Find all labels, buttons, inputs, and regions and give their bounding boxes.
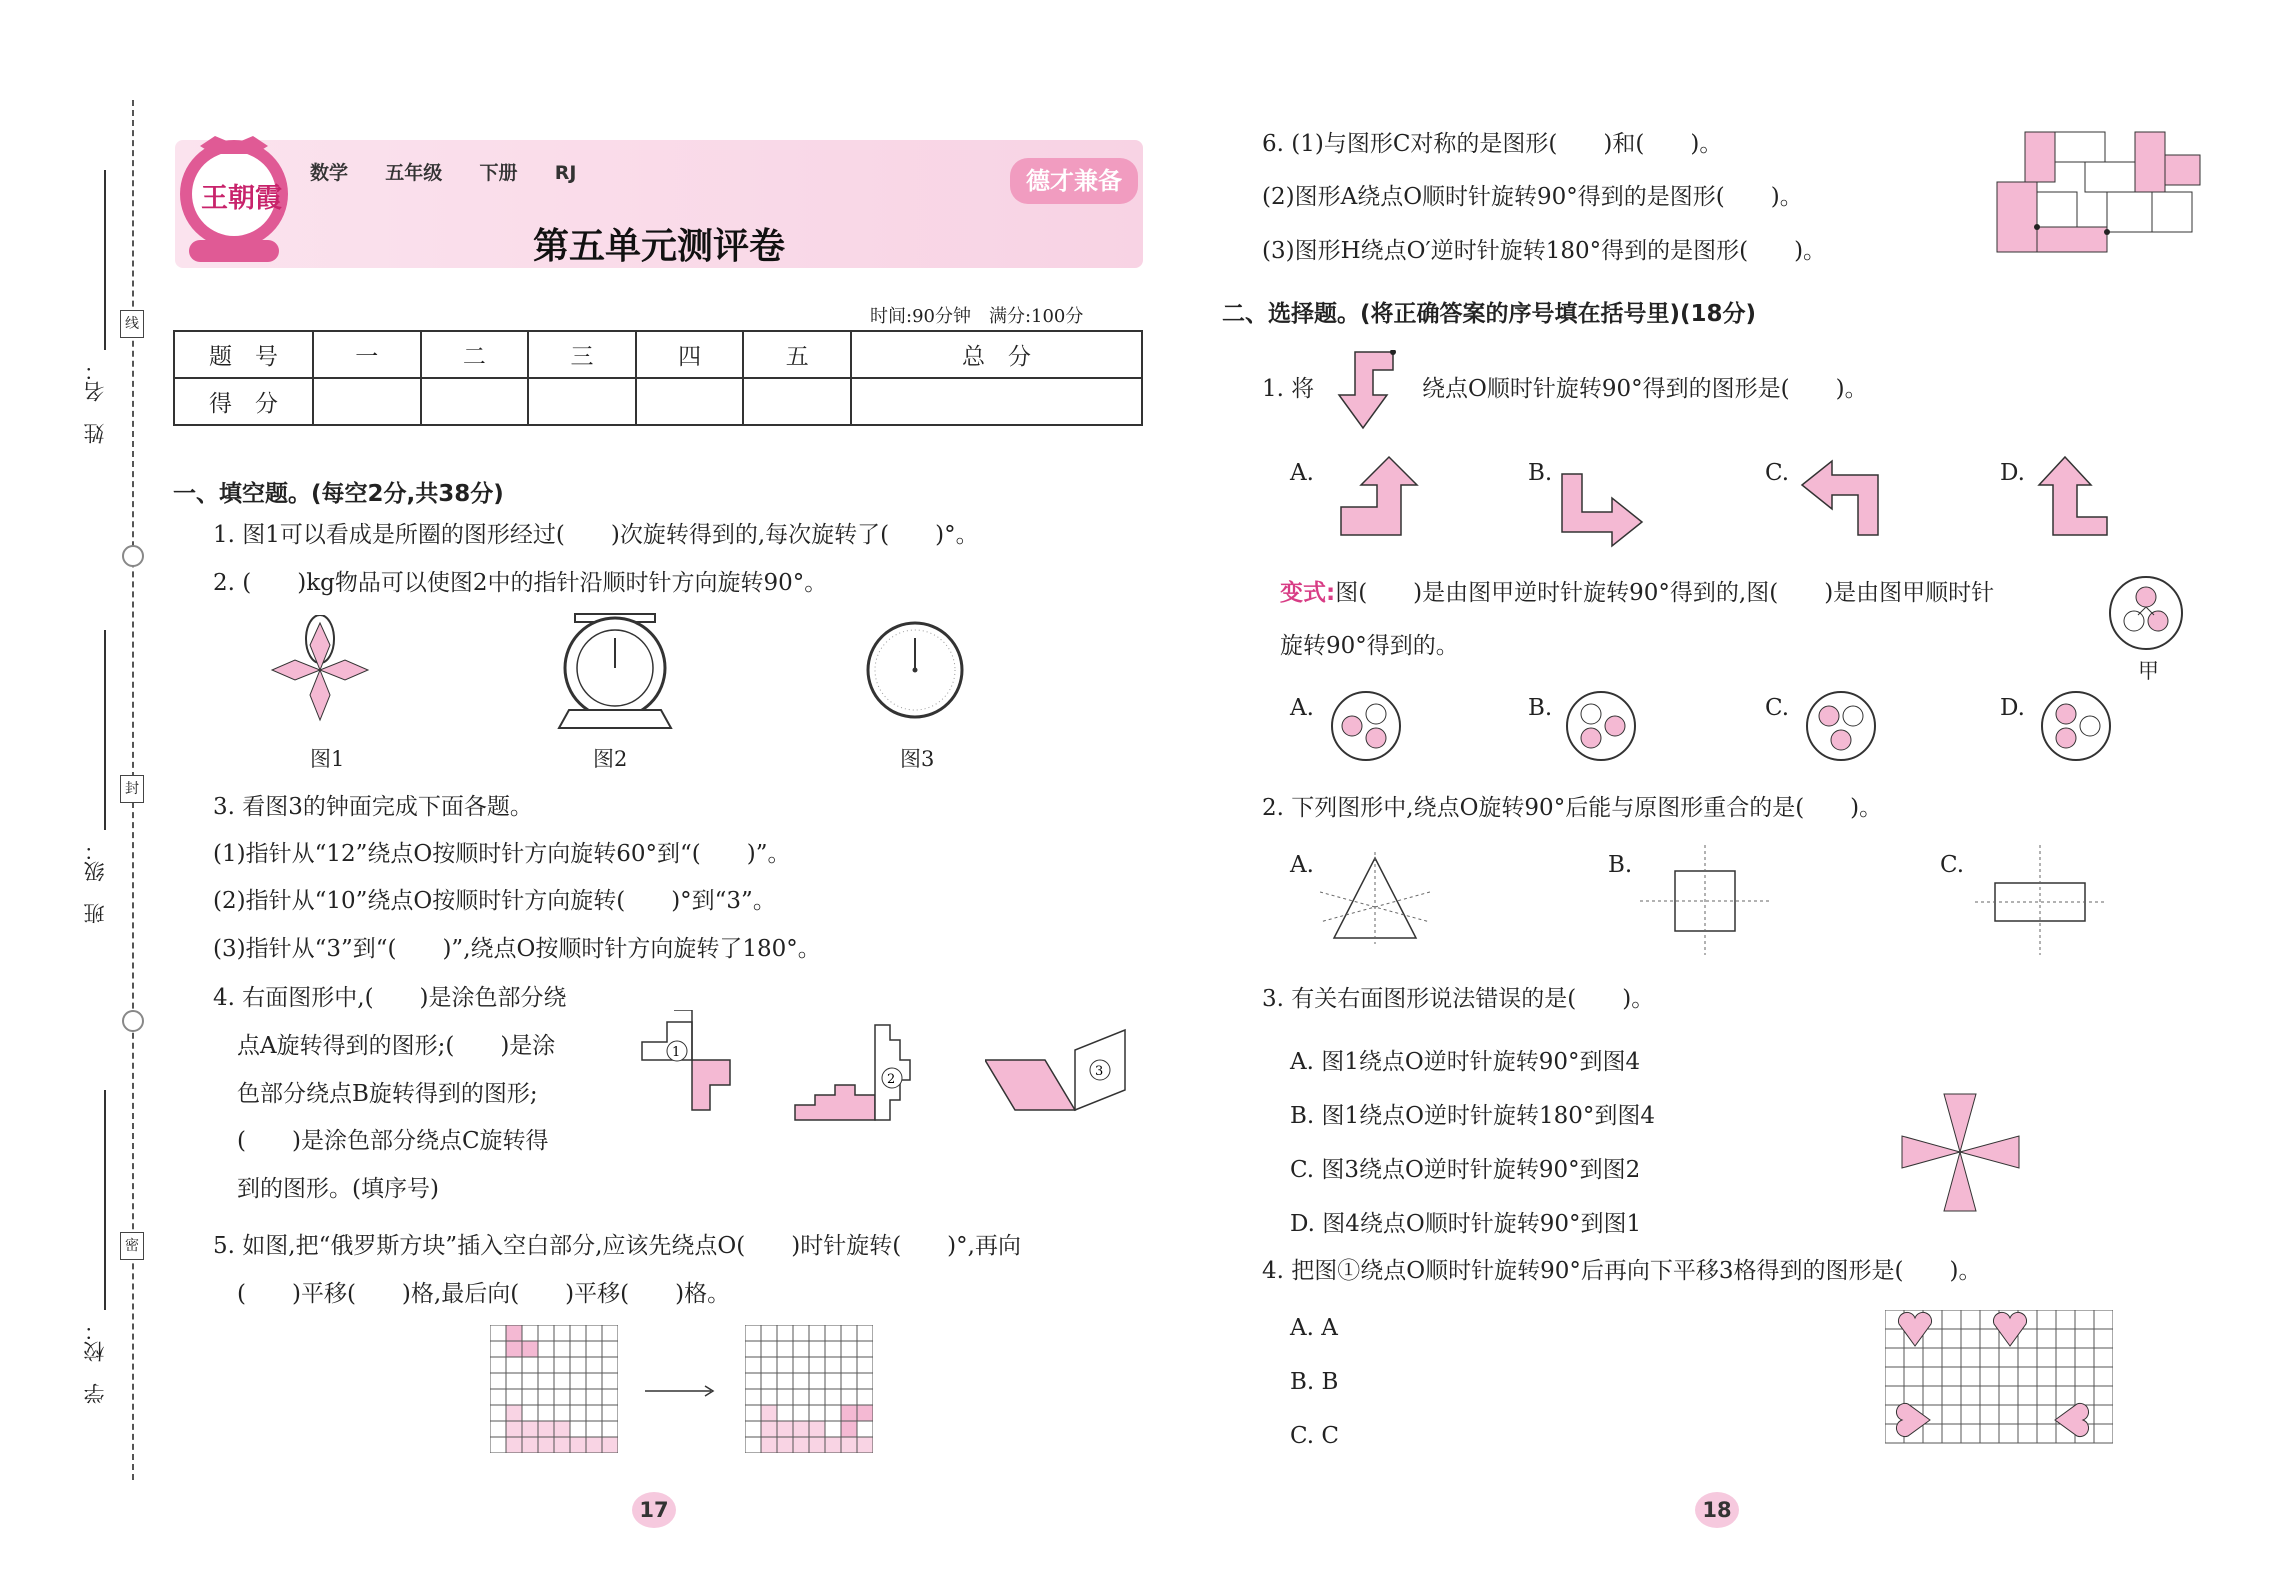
s2q2-option-c[interactable]: C. bbox=[1940, 852, 1965, 878]
binding-hole-icon bbox=[122, 1010, 144, 1032]
page-number-right: 18 bbox=[1695, 1492, 1739, 1528]
variant-line-2: 旋转90°得到的。 bbox=[1280, 633, 1459, 659]
score-cell[interactable] bbox=[313, 378, 421, 425]
brand-logo: 王朝霞 bbox=[175, 128, 293, 268]
s2-question-3: 3. 有关右面图形说法错误的是( )。 bbox=[1262, 986, 1655, 1012]
question-6-part-3: (3)图形H绕点O′逆时针旋转180°得到的是图形( )。 bbox=[1262, 238, 1827, 264]
class-underline[interactable] bbox=[104, 630, 106, 830]
seal-mark-feng: 封 bbox=[120, 775, 144, 803]
s2q1-option-a-shape bbox=[1335, 455, 1420, 540]
motto-badge: 德才兼备 bbox=[1010, 158, 1138, 204]
s2q2-option-b-square bbox=[1640, 845, 1770, 955]
variant-option-a-shape bbox=[1330, 690, 1402, 762]
score-header: 二 bbox=[421, 331, 529, 378]
svg-text:2: 2 bbox=[887, 1072, 896, 1087]
s2q1-option-c-shape bbox=[1800, 455, 1885, 540]
name-underline[interactable] bbox=[104, 170, 106, 350]
question-5-grid-after bbox=[745, 1325, 873, 1453]
s2q3-option-a[interactable]: A. 图1绕点O逆时针旋转90°到图4 bbox=[1290, 1049, 1641, 1075]
score-cell[interactable] bbox=[743, 378, 851, 425]
school-underline[interactable] bbox=[104, 1090, 106, 1310]
figure-3-clock bbox=[865, 620, 965, 720]
question-2: 2. ( )kg物品可以使图2中的指针沿顺时针方向旋转90°。 bbox=[213, 570, 828, 596]
figure-1-caption: 图1 bbox=[310, 747, 345, 771]
variant-option-b-shape bbox=[1565, 690, 1637, 762]
question-4-line: 色部分绕点B旋转得到的图形; bbox=[237, 1081, 538, 1107]
variant-line-1: 变式:图( )是由图甲逆时针旋转90°得到的,图( )是由图甲顺时针 bbox=[1280, 580, 1995, 606]
s2-question-2: 2. 下列图形中,绕点O旋转90°后能与原图形重合的是( )。 bbox=[1262, 795, 1883, 821]
score-cell[interactable] bbox=[421, 378, 529, 425]
name-label: 姓 名： bbox=[83, 360, 107, 444]
figure-3-caption: 图3 bbox=[900, 747, 935, 771]
s2q4-option-a[interactable]: A. A bbox=[1290, 1315, 1338, 1341]
class-label: 班 级： bbox=[83, 840, 107, 924]
s2q2-option-a[interactable]: A. bbox=[1290, 852, 1314, 878]
variant-option-b[interactable]: B. bbox=[1528, 695, 1553, 721]
figure-jia bbox=[2108, 575, 2184, 651]
seal-mark-mi: 密 bbox=[120, 1232, 144, 1260]
question-4-figure-2 bbox=[790, 1010, 930, 1130]
variant-option-a[interactable]: A. bbox=[1290, 695, 1314, 721]
variant-option-d-shape bbox=[2040, 690, 2112, 762]
question-3: 3. 看图3的钟面完成下面各题。 bbox=[213, 794, 533, 820]
s2-question-1-prefix: 1. 将 bbox=[1262, 376, 1315, 402]
s2q4-option-c[interactable]: C. C bbox=[1290, 1423, 1339, 1449]
variant-option-c[interactable]: C. bbox=[1765, 695, 1790, 721]
question-4-line: 到的图形。(填序号) bbox=[237, 1176, 439, 1202]
score-header: 五 bbox=[743, 331, 851, 378]
s2q3-option-d[interactable]: D. 图4绕点O顺时针旋转90°到图1 bbox=[1290, 1211, 1642, 1237]
figure-jia-label: 甲 bbox=[2138, 659, 2159, 683]
svg-text:3: 3 bbox=[1095, 1064, 1104, 1079]
score-header: 四 bbox=[636, 331, 744, 378]
page-number-left: 17 bbox=[632, 1492, 676, 1528]
question-5-grid-before bbox=[490, 1325, 618, 1453]
s2q2-option-a-triangle bbox=[1320, 852, 1430, 944]
time-info: 时间:90分钟 满分:100分 bbox=[870, 306, 1084, 327]
question-3-part-2: (2)指针从“10”绕点O按顺时针方向旋转( )°到“3”。 bbox=[213, 888, 776, 914]
question-5-line2: ( )平移( )格,最后向( )平移( )格。 bbox=[237, 1281, 731, 1307]
variant-option-c-shape bbox=[1805, 690, 1877, 762]
score-header: 一 bbox=[313, 331, 421, 378]
s2-question-1-suffix: 绕点O顺时针旋转90°得到的图形是( )。 bbox=[1422, 376, 1868, 402]
school-label: 学 校： bbox=[83, 1320, 107, 1404]
question-6-part-1: 6. (1)与图形C对称的是图形( )和( )。 bbox=[1262, 131, 1723, 157]
score-cell[interactable] bbox=[636, 378, 744, 425]
score-header: 总 分 bbox=[851, 331, 1142, 378]
s2q2-option-b[interactable]: B. bbox=[1608, 852, 1633, 878]
question-3-part-3: (3)指针从“3”到“( )”,绕点O按顺时针方向旋转了180°。 bbox=[213, 936, 821, 962]
question-4-line: 4. 右面图形中,( )是涂色部分绕 bbox=[213, 985, 567, 1011]
s2q3-option-b[interactable]: B. 图1绕点O逆时针旋转180°到图4 bbox=[1290, 1103, 1656, 1129]
score-row-label: 得 分 bbox=[174, 378, 313, 425]
seal-mark-xian: 线 bbox=[120, 310, 144, 338]
subject-line: 数学 五年级 下册 RJ bbox=[310, 162, 577, 184]
question-4-figure-3 bbox=[985, 1020, 1145, 1120]
s2q2-option-c-rectangle bbox=[1975, 845, 2105, 955]
s2q4-option-b[interactable]: B. B bbox=[1290, 1369, 1339, 1395]
figure-1-pinwheel bbox=[270, 615, 370, 725]
s2q3-option-c[interactable]: C. 图3绕点O逆时针旋转90°到图2 bbox=[1290, 1157, 1641, 1183]
score-table bbox=[173, 330, 1143, 426]
s2q1-option-b-shape bbox=[1560, 470, 1645, 555]
question-6-figure bbox=[1995, 130, 2205, 260]
s2q1-option-c[interactable]: C. bbox=[1765, 460, 1790, 486]
question-4-figure-1 bbox=[630, 1010, 750, 1140]
s2-question-1-shape bbox=[1325, 350, 1405, 430]
page-title: 第五单元测评卷 bbox=[532, 226, 785, 267]
s2q1-option-d[interactable]: D. bbox=[2000, 460, 2025, 486]
score-header: 题 号 bbox=[174, 331, 313, 378]
score-cell[interactable] bbox=[528, 378, 636, 425]
section2-title: 二、选择题。(将正确答案的序号填在括号里)(18分) bbox=[1222, 301, 1757, 327]
s2q4-heart-grid bbox=[1885, 1310, 2113, 1444]
score-header: 三 bbox=[528, 331, 636, 378]
question-1: 1. 图1可以看成是所圈的图形经过( )次旋转得到的,每次旋转了( )°。 bbox=[213, 522, 979, 548]
variant-option-d[interactable]: D. bbox=[2000, 695, 2025, 721]
question-6-part-2: (2)图形A绕点O顺时针旋转90°得到的是图形( )。 bbox=[1262, 184, 1803, 210]
question-4-line: 点A旋转得到的图形;( )是涂 bbox=[237, 1033, 556, 1059]
svg-text:1: 1 bbox=[672, 1045, 681, 1060]
question-3-part-1: (1)指针从“12”绕点O按顺时针方向旋转60°到“( )”。 bbox=[213, 841, 791, 867]
figure-2-caption: 图2 bbox=[593, 747, 628, 771]
s2-question-4: 4. 把图①绕点O顺时针旋转90°后再向下平移3格得到的图形是( )。 bbox=[1262, 1258, 1982, 1284]
question-5-line1: 5. 如图,把“俄罗斯方块”插入空白部分,应该先绕点O( )时针旋转( )°,再向 bbox=[213, 1233, 1021, 1259]
score-cell[interactable] bbox=[851, 378, 1142, 425]
figure-2-scale bbox=[555, 610, 675, 730]
s2q1-option-b[interactable]: B. bbox=[1528, 460, 1553, 486]
s2q3-bowtie-figure bbox=[1898, 1090, 2023, 1215]
s2q1-option-d-shape bbox=[2035, 455, 2120, 540]
binding-hole-icon bbox=[122, 545, 144, 567]
s2q1-option-a[interactable]: A. bbox=[1290, 460, 1314, 486]
section1-title: 一、填空题。(每空2分,共38分) bbox=[173, 481, 504, 507]
question-4-line: ( )是涂色部分绕点C旋转得 bbox=[237, 1128, 549, 1154]
arrow-right-icon bbox=[645, 1382, 715, 1394]
